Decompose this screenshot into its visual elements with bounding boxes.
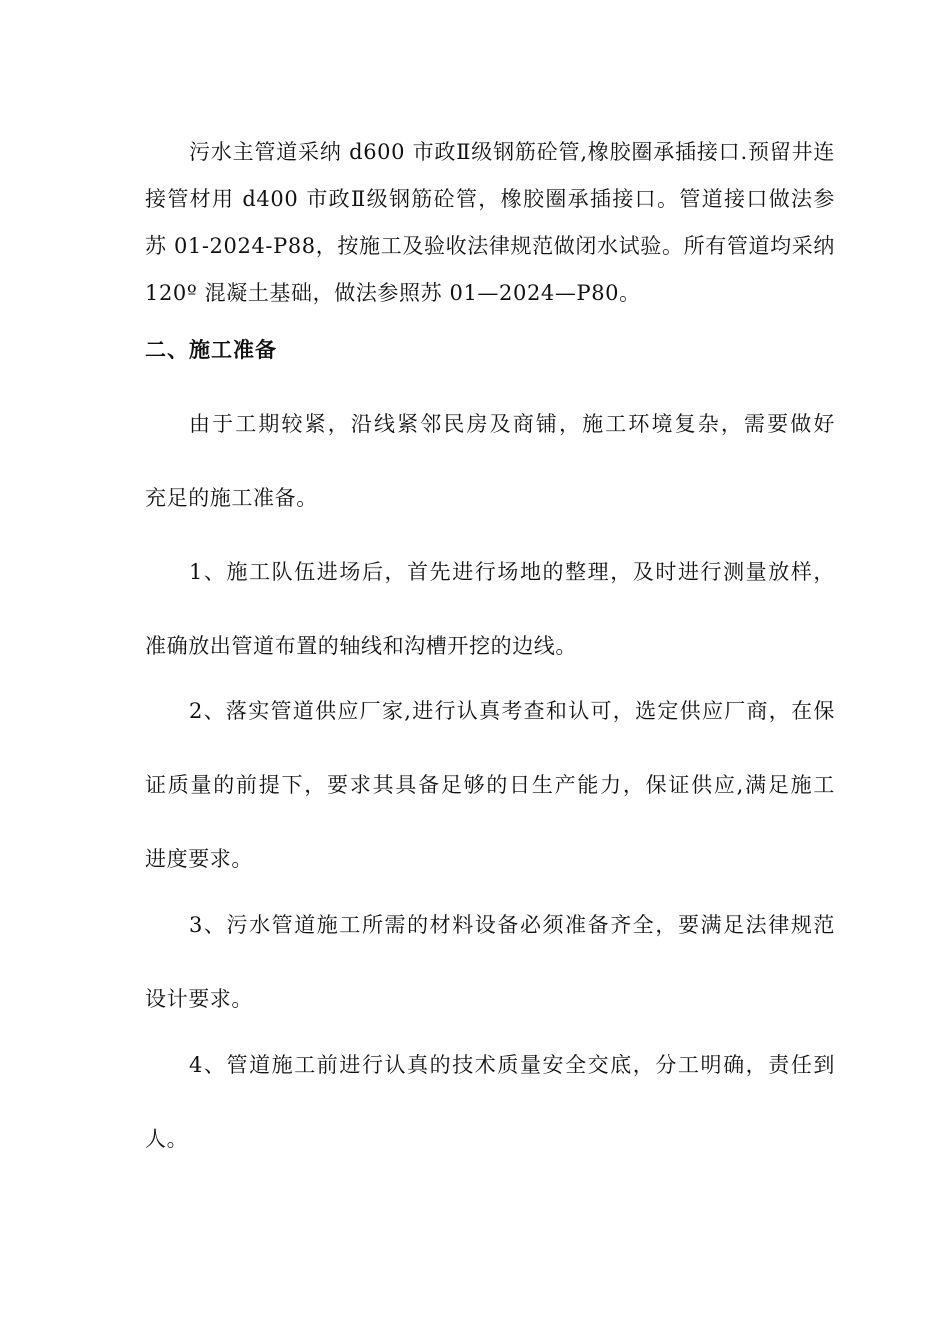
- item-4-line-1: 4、管道施工前进行认真的技术质量安全交底，分工明确，责任到: [189, 1053, 835, 1077]
- intro-line-2: 接管材用 d400 市政Ⅱ级钢筋砼管，橡胶圈承插接口。管道接口做法参: [145, 187, 835, 211]
- item-3-line-1: 3、污水管道施工所需的材料设备必须准备齐全，要满足法律规范: [189, 913, 835, 937]
- item-2-line-2: 证质量的前提下，要求其具备足够的日生产能力，保证供应,满足施工: [145, 773, 835, 797]
- section-heading: 二、施工准备: [145, 337, 277, 362]
- intro-line-1: 污水主管道采纳 d600 市政Ⅱ级钢筋砼管,橡胶圈承插接口.预留井连: [189, 140, 835, 164]
- prep-line-1: 由于工期较紧，沿线紧邻民房及商铺，施工环境复杂，需要做好: [189, 412, 835, 436]
- prep-line-2: 充足的施工准备。: [145, 486, 318, 510]
- item-4-line-2: 人。: [145, 1127, 189, 1151]
- item-1-line-2: 准确放出管道布置的轴线和沟槽开挖的边线。: [145, 634, 577, 658]
- item-1-line-1: 1、施工队伍进场后，首先进行场地的整理，及时进行测量放样，: [189, 560, 835, 584]
- item-2-line-3: 进度要求。: [145, 847, 253, 871]
- intro-line-4: 120º 混凝土基础，做法参照苏 01—2024—P80。: [145, 281, 641, 305]
- item-2-line-1: 2、落实管道供应厂家,进行认真考查和认可，选定供应厂商，在保: [189, 699, 835, 723]
- intro-line-3: 苏 01-2024-P88，按施工及验收法律规范做闭水试验。所有管道均采纳: [145, 234, 835, 258]
- item-3-line-2: 设计要求。: [145, 987, 253, 1011]
